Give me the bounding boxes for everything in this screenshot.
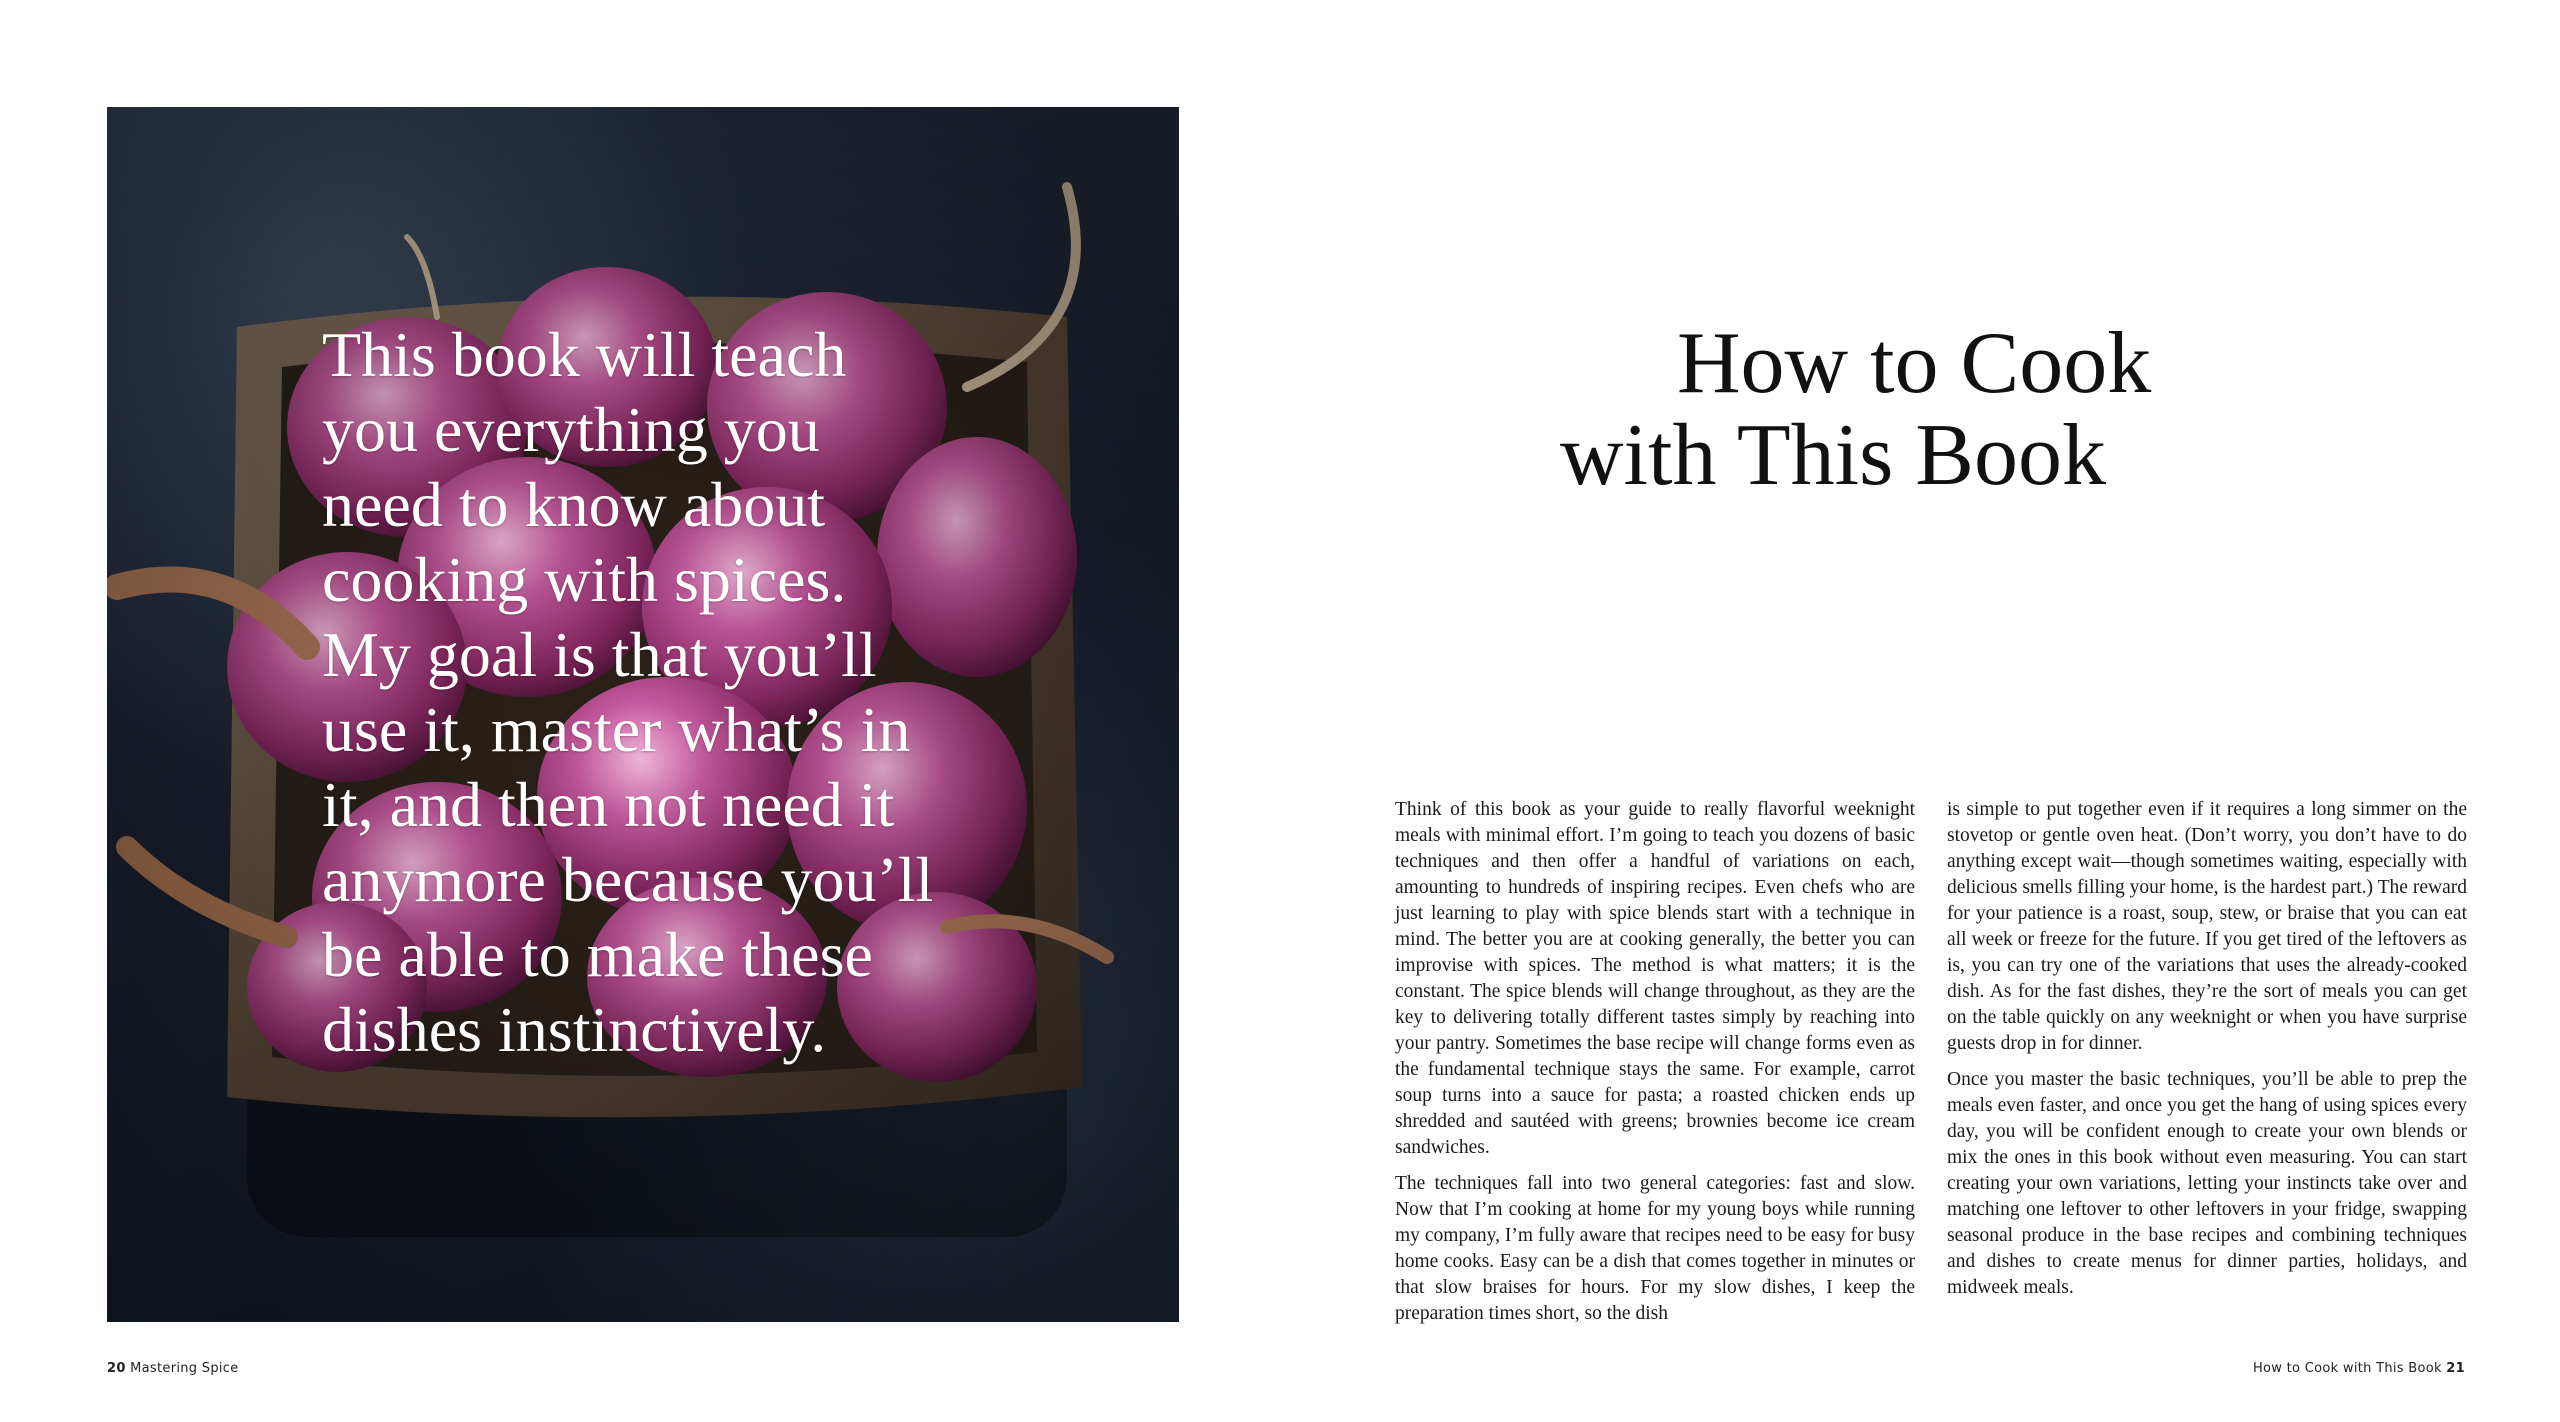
body-paragraph: is simple to put together even if it requires a long simmer on the stovetop or gentle oven heat. (Don’t worry, you don’t have to do anything except wait—though sometimes waiting, especially with delicious smells filling your home, is the hardest part.) The reward for your patience is a roast, soup, stew, or braise that you can eat all week or freeze for the future. If you get tired of the leftovers as is, you can try one of the variations that uses the already-cooked dish. As for the fast dishes, they’re the sort of meals you can get on the table quickly on any weeknight or when you have surprise guests drop in for dinner. — [1947, 799, 2467, 1054]
pull-quote: This book will teach you everything you need to know about cooking with spices. My goal is that you’ll use it, master what’s in it, and then not need it anymore because you’ll be able to make these dishes instinctively. — [322, 319, 934, 1065]
body-paragraph: Once you master the basic techniques, you’ll be able to prep the meals even faster, and once you get the hang of using spices every day, you will be confident enough to create your own blends or mix the ones in this book without even measuring. You can start creating your own variations, letting your instincts take over and matching one leftover to other leftovers in your fridge, swapping seasonal produce in the base recipes and combining techniques and dishes to create menus for dinner parties, holidays, and midweek meals. — [1947, 1069, 2467, 1298]
body-column-1 — [1395, 797, 1915, 1337]
body-paragraph: Think of this book as your guide to really flavorful weeknight meals with minimal effort. I’m going to teach you dozens of basic techniques and then offer a handful of variations on each, amounting to hundreds of inspiring recipes. Even chefs who are just learning to play with spice blends start with a technique in mind. The better you are at cooking generally, the better you can improvise with spices. The method is what matters; it is the constant. The spice blends will change throughout, as they are the key to delivering totally different tastes simply by reaching into your pantry. Sometimes the base recipe will change forms even as the fundamental technique stays the same. For example, carrot soup turns into a sauce for pasta; a roasted chicken ends up shredded and sautéed with greens; brownies become ice cream sandwiches. — [1395, 799, 1915, 1158]
chapter-title — [1560, 315, 2560, 504]
page-number-right: 21 — [2446, 1361, 2465, 1376]
body-paragraph: The techniques fall into two general categories: fast and slow. Now that I’m cooking at home for my young boys while running my company, I’m fully aware that recipes need to be easy for busy home cooks. Easy can be a dish that comes together in minutes or that slow braises for hours. For my slow dishes, I keep the preparation times short, so the dish — [1395, 1173, 1915, 1324]
chapter-title-line-1: How to Cook — [1677, 315, 2152, 412]
chapter-title-line-2: with This Book — [1560, 407, 2107, 504]
running-head-left: Mastering Spice — [130, 1361, 239, 1376]
page-number-left: 20 — [107, 1361, 126, 1376]
body-column-2 — [1947, 797, 2467, 1311]
running-head-right: How to Cook with This Book — [2252, 1361, 2442, 1376]
folio-left — [107, 1361, 239, 1376]
onion-basket-photo — [107, 107, 1179, 1322]
folio-right — [2253, 1361, 2465, 1376]
